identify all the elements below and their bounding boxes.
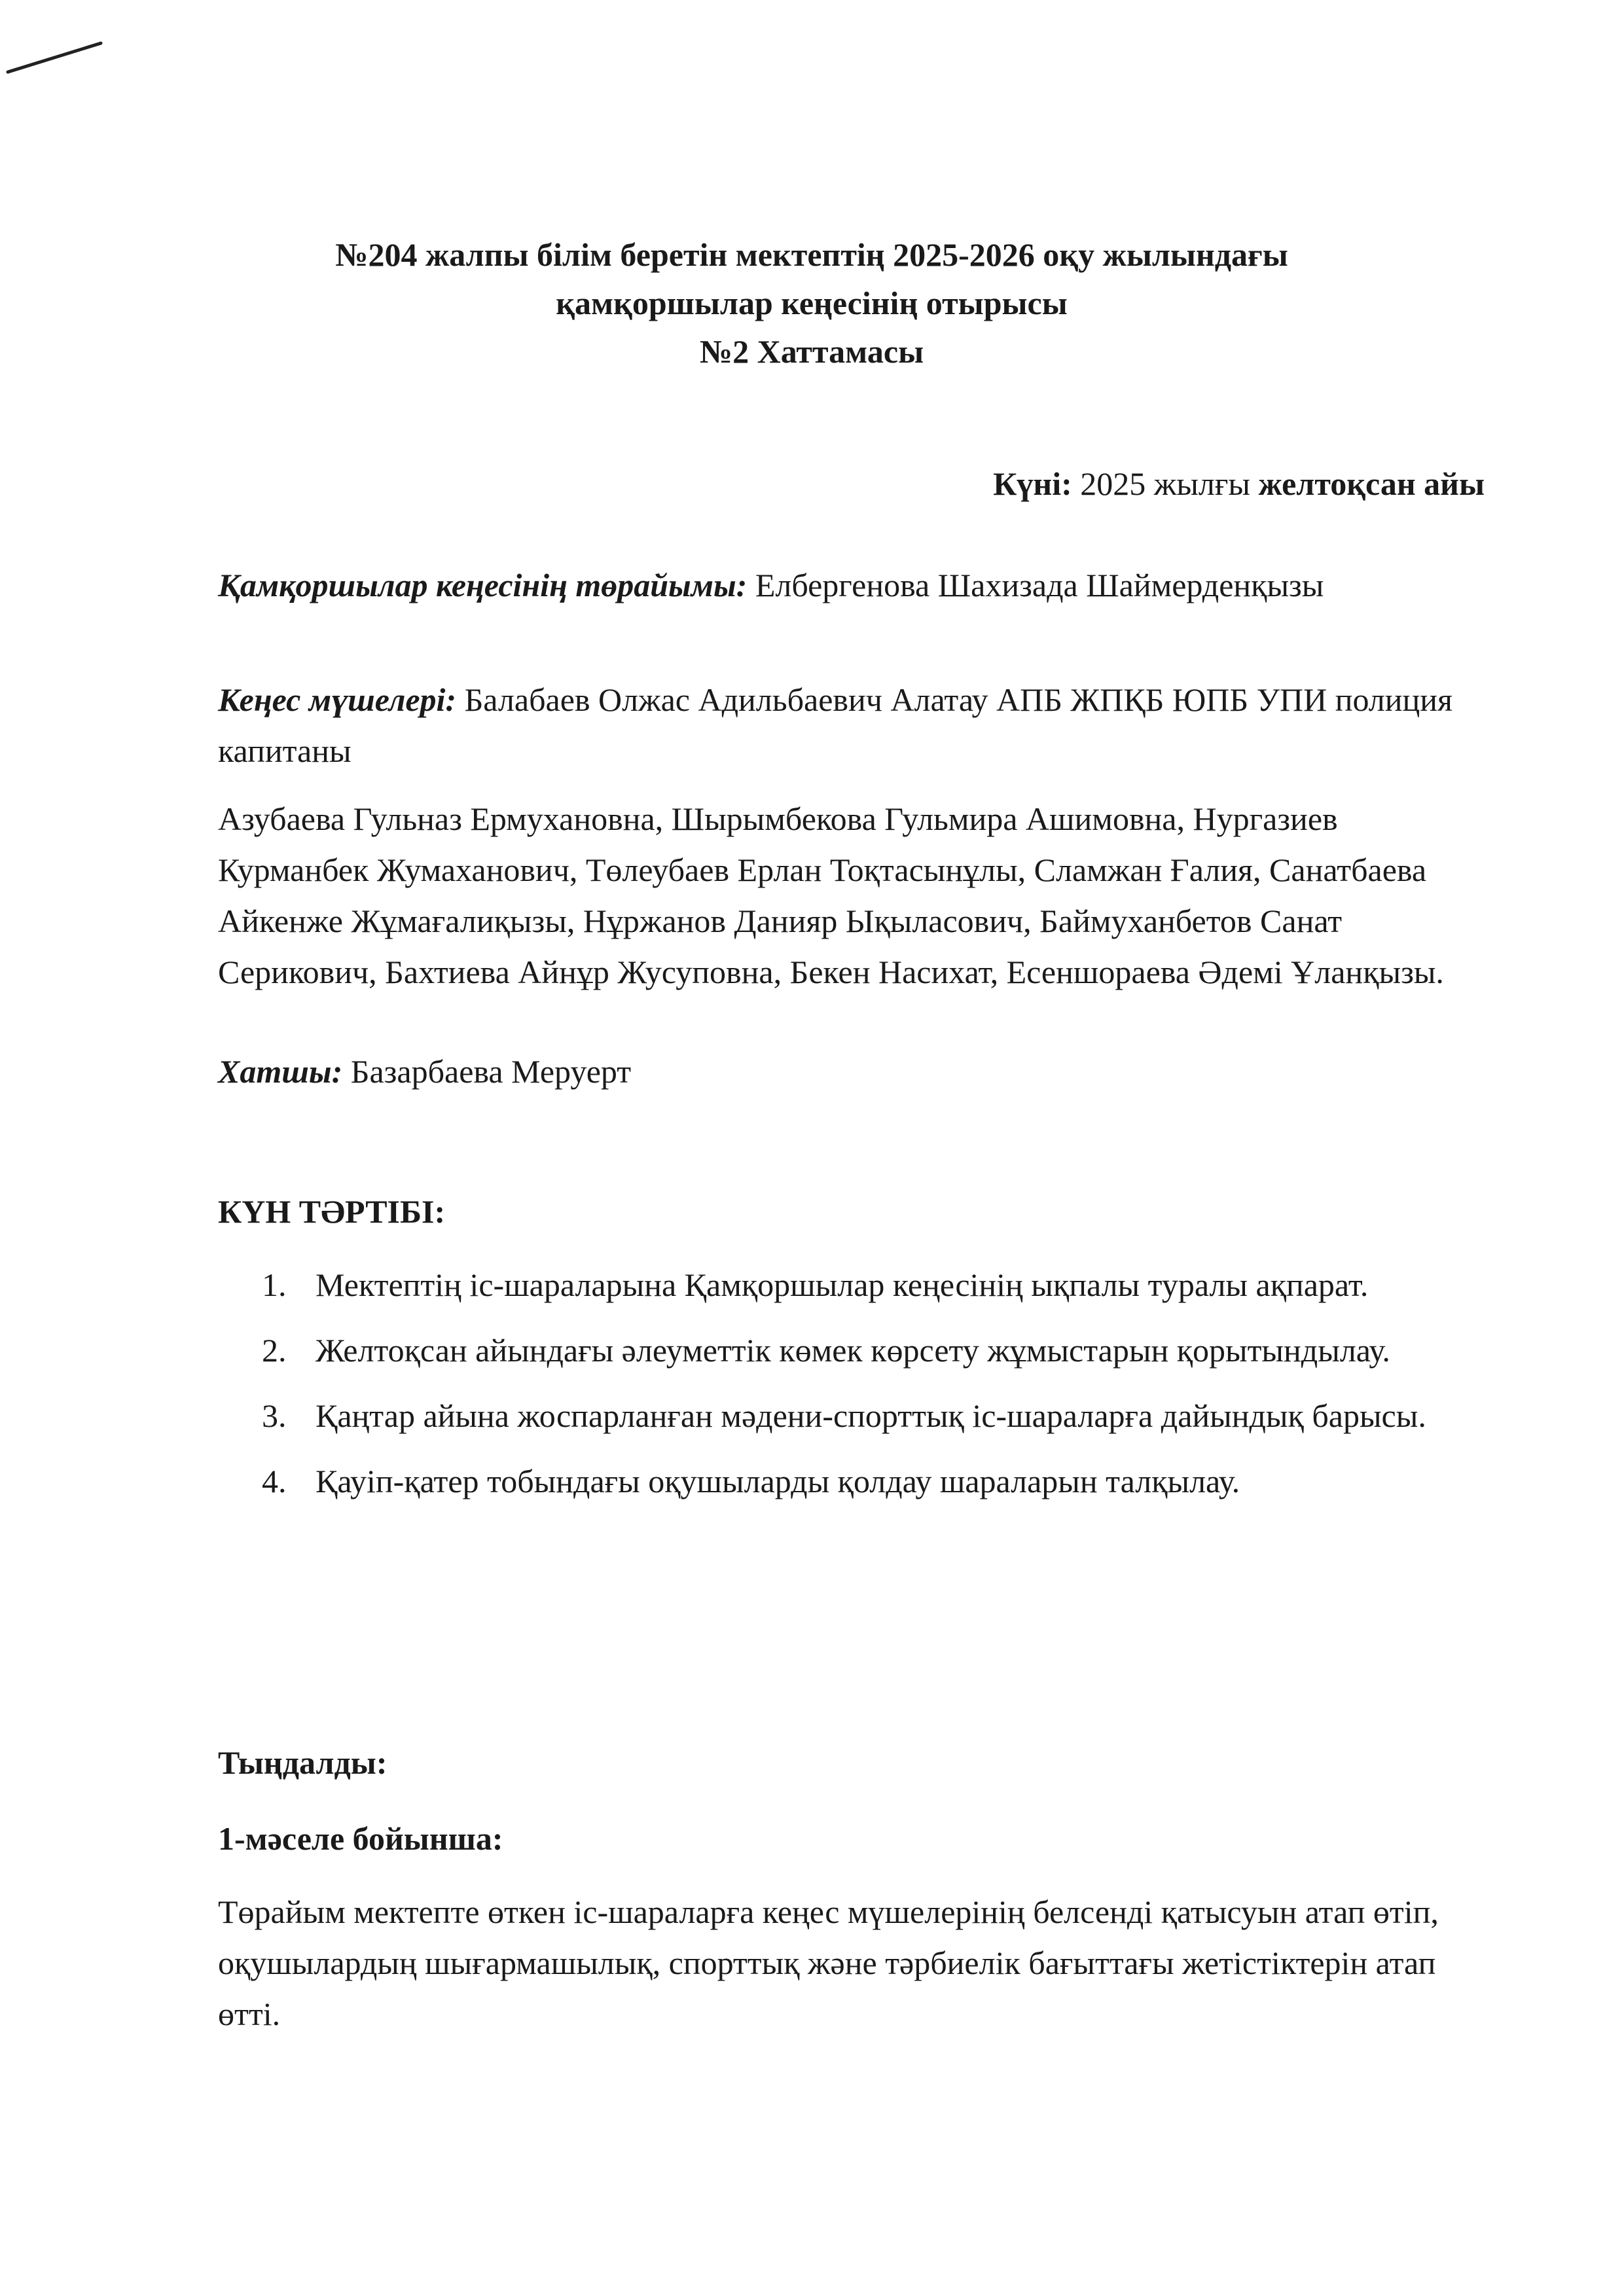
document-title [196, 230, 1427, 376]
agenda-item [262, 1260, 1492, 1310]
chair-label: Қамқоршылар кеңесінің төрайымы: [218, 567, 748, 603]
agenda-item-number: 1. [262, 1266, 287, 1303]
agenda-item [262, 1325, 1492, 1375]
title-line-2: қамқоршылар кеңесінің отырысы [556, 285, 1068, 321]
secretary-name: Базарбаева Меруерт [350, 1053, 632, 1090]
agenda-item [262, 1456, 1492, 1506]
title-line-3: №2 Хаттамасы [699, 333, 924, 370]
heard-heading: Тыңдалды: [218, 1744, 388, 1781]
pen-stroke-mark [5, 38, 103, 77]
date-label: Күні: [993, 465, 1072, 502]
date-line [993, 465, 1485, 503]
date-year: 2025 жылғы [1080, 465, 1250, 502]
chair-name: Елбергенова Шахизада Шаймерденқызы [755, 567, 1324, 603]
title-line-1: №204 жалпы білім беретін мектептің 2025-2026 оқу жылындағы [335, 236, 1288, 273]
agenda-item-number: 3. [262, 1397, 287, 1434]
agenda-item-text: Желтоқсан айындағы әлеуметтік көмек көрсету жұмыстарын қорытындылау. [316, 1332, 1390, 1369]
agenda-item [262, 1391, 1492, 1441]
secretary-label: Хатшы: [218, 1053, 343, 1090]
chair-paragraph [218, 560, 1488, 611]
agenda-item-number: 4. [262, 1463, 287, 1499]
agenda-item-number: 2. [262, 1332, 287, 1369]
report-paragraph: Төрайым мектепте өткен іс-шараларға кеңес мүшелерінің белсенді қатысуын атап өтіп, оқушылардың шығармашылық, спорттық және тәрбиелік бағыттағы жетістіктерін атап өтті. [218, 1893, 1439, 2032]
issue-heading: 1-мәселе бойынша: [218, 1820, 503, 1857]
members-label: Кеңес мүшелері: [218, 681, 457, 718]
members-list: Азубаева Гульназ Ермухановна, Шырымбекова Гульмира Ашимовна, Нургазиев Курманбек Жумаханович, Төлеубаев Ерлан Тоқтасынұлы, Сламжан Ғалия, Санатбаева Айкенже Жұмағалиқызы, Нұржанов Данияр Ықыласович, Баймуханбетов Санат Серикович, Бахтиева Айнұр Жусуповна, Бекен Насихат, Есеншораева Әдемі Ұланқызы. [218, 800, 1444, 990]
agenda-item-text: Қауіп-қатер тобындағы оқушыларды қолдау шараларын талқылау. [316, 1463, 1240, 1499]
agenda-heading: КҮН ТӘРТІБІ: [218, 1193, 446, 1230]
members-paragraph [218, 674, 1488, 776]
date-month: желтоқсан айы [1258, 465, 1485, 502]
agenda-item-text: Мектептің іс-шараларына Қамқоршылар кеңесінің ықпалы туралы ақпарат. [316, 1266, 1369, 1303]
members-first: Балабаев Олжас Адильбаевич Алатау АПБ ЖПҚБ ЮПБ УПИ полиция капитаны [218, 681, 1453, 769]
agenda-list [262, 1260, 1492, 1522]
agenda-item-text: Қаңтар айына жоспарланған мәдени-спорттық іс-шараларға дайындық барысы. [316, 1397, 1426, 1434]
secretary-paragraph [218, 1046, 1488, 1097]
